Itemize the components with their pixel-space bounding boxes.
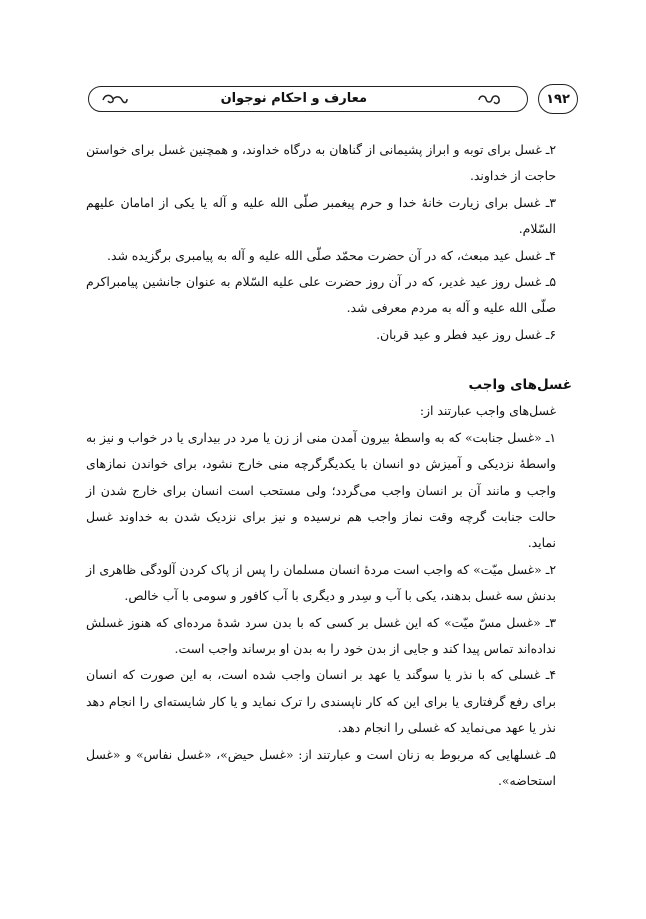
book-title: معارف و احکام نوجوان <box>220 91 367 106</box>
list-item: ۱ـ «غسل جنابت» که به واسطهٔ بیرون آمدن منی از زن یا مرد در بیداری یا در خواب و نیز به واسطهٔ نزدیکی و آمیزش دو انسان با یکدیگرگرچه منی خارج نشود، برای خواندن نمازهای واجب و مانند آن بر انسان واجب می‌گردد؛ ولی مستحب است انسان برای خارج شدن از حالت جنابت گرچه وقت نماز واجب هم نرسیده و نیز برای نزدیک شدن به خداوند غسل نماید. <box>86 429 556 551</box>
list-item: ۳ـ «غسل مسّ میّت» که این غسل بر کسی که با بدن سرد شدهٔ مرده‌ای که هنوز غسلش نداده‌اند تماس پیدا کند و جایی از بدن خود را به بدن او برساند واجب است. <box>86 614 556 657</box>
list-item: ۴ـ غسل عید مبعث، که در آن حضرت محمّد صلّی الله علیه و آله به پیامبری برگزیده شد. <box>107 247 556 263</box>
ornament-right-icon <box>477 93 503 107</box>
page-number: ۱۹۲ <box>538 84 578 114</box>
list-item: ۵ـ غسل روز عید غدیر، که در آن روز حضرت علی علیه السّلام به عنوان جانشین پیامبراکرم صلّی الله علیه و آله به مردم معرفی شد. <box>86 274 556 316</box>
list-item: ۳ـ غسل برای زیارت خانهٔ خدا و حرم پیغمبر صلّی الله علیه و آله یا یکی از امامان علیهم السّلام. <box>86 194 556 237</box>
list-item: ۶ـ غسل روز عید فطر و عید قربان. <box>376 326 556 342</box>
page-header <box>88 84 578 114</box>
ornament-left-icon <box>101 93 129 107</box>
list-item: ۲ـ غسل برای توبه و ابراز پشیمانی از گناهان به درگاه خداوند، و همچنین غسل برای خواستن حاجت از خداوند. <box>86 142 556 184</box>
list-item: ۴ـ غسلی که با نذر یا سوگند یا عهد بر انسان واجب شده است، به این صورت که انسان برای رفع گرفتاری یا برای این که کار ناپسندی را ترک نماید و یا کار شایسته‌ای را انجام دهد نذر یا عهد می‌نماید که غسلی را انجام دهد. <box>86 667 556 736</box>
list-item: ۵ـ غسلهایی که مربوط به زنان است و عبارتند از: «غسل حیض»، «غسل نفاس» و «غسل استحاضه». <box>86 746 556 789</box>
section-intro: غسل‌های واجب عبارتند از: <box>419 403 556 419</box>
header-bar <box>88 86 528 112</box>
content-section-2 <box>86 372 572 795</box>
list-item: ۲ـ «غسل میّت» که واجب است مردهٔ انسان مسلمان را پس از پاک کردن آلودگی ظاهری از بدنش سه غسل بدهند، یکی با آب و سِدر و دیگری با آب کافور و سومی با آب خالص. <box>86 561 556 604</box>
section-heading: غسل‌های واجب <box>468 377 572 393</box>
content-section-1 <box>86 137 572 348</box>
